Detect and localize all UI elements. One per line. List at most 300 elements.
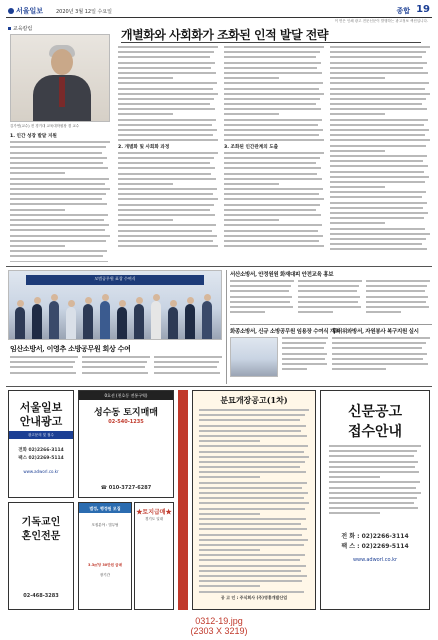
- ad-jobs[interactable]: [78, 502, 132, 610]
- body-text-lines: [10, 356, 78, 374]
- text-line: [330, 181, 425, 183]
- text-line: [224, 72, 322, 74]
- text-line: [224, 119, 322, 121]
- text-line: [330, 228, 425, 230]
- text-line: [10, 219, 104, 221]
- text-line: [298, 301, 358, 303]
- banner-text: 모범공무원 표창 수여식: [94, 276, 136, 282]
- person-figure: [15, 307, 25, 339]
- image-dimensions: (2303 X 3219): [190, 626, 248, 636]
- text-line: [332, 368, 386, 370]
- ad-religious-title-2: 혼인전문: [21, 531, 61, 542]
- text-line: [199, 580, 302, 582]
- person-head: [204, 294, 211, 301]
- text-line: [329, 492, 421, 494]
- text-line: [330, 160, 423, 162]
- news-4-text: [332, 337, 430, 382]
- text-line: [118, 134, 213, 136]
- text-line: [224, 88, 319, 90]
- ad-realestate[interactable]: [78, 390, 174, 498]
- text-line: [118, 62, 215, 64]
- news-1-text-c: [154, 356, 222, 382]
- body-text-lines: [230, 280, 294, 313]
- text-line: [330, 243, 422, 245]
- text-line: [224, 219, 279, 221]
- body-text-lines: [332, 337, 430, 370]
- text-line: [282, 363, 327, 365]
- text-line: [230, 306, 293, 308]
- text-line: [199, 575, 307, 577]
- text-line: [330, 176, 429, 178]
- text-line: [10, 198, 102, 200]
- news-headline-2: 서산소방서, 안정원원 화재대피 안전교육 홍보: [230, 272, 334, 278]
- text-line: [332, 363, 428, 365]
- article-column-2: [118, 46, 218, 262]
- ad-jobs-line-3: 장기간: [99, 573, 111, 577]
- text-line: [199, 549, 260, 551]
- text-line: [298, 306, 361, 308]
- ad-certificate-title: 분묘개장공고(1차): [220, 395, 288, 405]
- text-line: [330, 222, 385, 224]
- text-line: [154, 356, 222, 358]
- text-line: [118, 178, 216, 180]
- text-line: [366, 280, 430, 282]
- news-2-text-b: [298, 280, 362, 322]
- text-line: [224, 188, 323, 190]
- text-line: [330, 196, 422, 198]
- text-line: [224, 56, 316, 58]
- text-line: [82, 356, 150, 358]
- issue-date: 2020년 3월 12일 수요일: [56, 9, 113, 15]
- text-line: [224, 152, 324, 154]
- text-line: [329, 450, 417, 452]
- text-line: [224, 129, 323, 131]
- text-line: [330, 191, 426, 193]
- text-line: [199, 482, 307, 484]
- image-caption: [0, 616, 438, 636]
- person-head: [170, 300, 177, 307]
- text-line: [330, 233, 430, 235]
- text-line: [330, 150, 385, 152]
- text-line: [329, 512, 380, 514]
- person-head: [51, 294, 58, 301]
- text-line: [330, 82, 429, 84]
- article-subhead: 1. 인간 성장 발달 지원: [10, 134, 57, 139]
- text-line: [10, 183, 105, 185]
- body-text-lines: [118, 46, 218, 141]
- text-line: [82, 366, 145, 368]
- news-1-text-b: [82, 356, 150, 382]
- text-line: [224, 214, 321, 216]
- ad-newspaper-phone: 전 화 : 02)2266-3114: [341, 533, 409, 540]
- text-line: [10, 261, 108, 262]
- text-line: [10, 209, 65, 211]
- text-line: [282, 347, 324, 349]
- text-line: [10, 229, 105, 231]
- text-line: [224, 193, 319, 195]
- text-line: [118, 198, 218, 200]
- text-line: [330, 56, 422, 58]
- text-line: [199, 425, 306, 427]
- text-line: [330, 72, 428, 74]
- text-line: [230, 280, 294, 282]
- text-line: [10, 224, 109, 226]
- person-head: [102, 294, 109, 301]
- text-line: [118, 113, 173, 115]
- person-figure: [100, 301, 110, 339]
- person-figure: [185, 304, 195, 339]
- ad-realestate-phone: 02-540-1235: [108, 419, 144, 425]
- text-line: [10, 356, 78, 358]
- text-line: [82, 361, 147, 363]
- text-line: [199, 419, 300, 421]
- person-head: [119, 300, 126, 307]
- text-line: [199, 414, 305, 416]
- text-line: [199, 554, 305, 556]
- person-head: [17, 300, 24, 307]
- text-line: [329, 507, 418, 509]
- text-line: [118, 108, 215, 110]
- text-line: [330, 124, 424, 126]
- text-line: [10, 157, 107, 159]
- text-line: [224, 224, 322, 226]
- text-line: [118, 204, 214, 206]
- ad-certificate-footer: 공 고 인 : 주식회사 (주)영흥개발산업: [220, 595, 288, 600]
- text-line: [298, 280, 362, 282]
- logo-mark-icon: [8, 8, 14, 14]
- text-line: [330, 46, 430, 48]
- text-line: [199, 440, 260, 442]
- article-subhead: 3. 조화된 인간관계의 도출: [224, 144, 279, 150]
- image-filename: 0312-19.jpg: [195, 616, 243, 626]
- text-line: [298, 296, 360, 298]
- text-line: [199, 534, 302, 536]
- text-line: [282, 353, 327, 355]
- text-line: [230, 301, 290, 303]
- text-line: [199, 508, 305, 510]
- text-line: [330, 217, 424, 219]
- person-head: [153, 294, 160, 301]
- ad-jobs-title: 법정, 행정원 모집: [89, 506, 121, 511]
- text-line: [330, 207, 423, 209]
- text-line: [199, 435, 307, 437]
- text-line: [224, 77, 279, 79]
- text-line: [10, 162, 103, 164]
- text-line: [224, 93, 324, 95]
- masthead-note: 이 면은 인쇄 광고 전문신문이 발행하는 광고정보 섹션입니다.: [334, 19, 428, 23]
- text-line: [199, 461, 305, 463]
- news-2-text-c: [366, 280, 430, 322]
- text-line: [10, 146, 106, 148]
- section-divider: [6, 266, 432, 267]
- text-line: [154, 366, 217, 368]
- text-line: [118, 214, 215, 216]
- text-line: [118, 157, 214, 159]
- text-line: [10, 188, 110, 190]
- text-line: [10, 361, 75, 363]
- text-line: [332, 347, 422, 349]
- text-line: [332, 353, 427, 355]
- ad-section-divider: [6, 386, 432, 387]
- article-column-1: [10, 132, 110, 262]
- text-line: [224, 157, 320, 159]
- ad-land[interactable]: [134, 502, 174, 610]
- text-line: [330, 108, 427, 110]
- award-group-photo: [8, 270, 222, 340]
- text-line: [199, 476, 260, 478]
- text-line: [329, 455, 414, 457]
- text-line: [199, 409, 309, 411]
- text-line: [224, 183, 279, 185]
- certificate-text-lines: [199, 409, 309, 596]
- text-line: [199, 559, 300, 561]
- ad-jobs-line-2: 3.3㎡당 30만원 급매: [88, 563, 122, 567]
- person-figure: [49, 301, 59, 339]
- body-text-lines: [366, 280, 430, 313]
- text-line: [118, 139, 218, 141]
- news-3-text: [282, 337, 328, 382]
- text-line: [330, 202, 427, 204]
- ad-seoul-web[interactable]: www.adworl.co.kr: [23, 469, 59, 474]
- news-headline-4: 무더위와방서, 자원봉사 복구지원 실시: [332, 329, 419, 335]
- text-line: [330, 88, 425, 90]
- ad-certificate-notice[interactable]: [192, 390, 316, 610]
- text-line: [118, 51, 214, 53]
- text-line: [118, 72, 216, 74]
- logo-text: 서울일보: [16, 6, 44, 15]
- text-line: [224, 51, 320, 53]
- text-line: [199, 585, 260, 587]
- text-line: [118, 77, 173, 79]
- person-figure: [134, 304, 144, 339]
- person-figure: [117, 307, 127, 339]
- text-line: [118, 224, 216, 226]
- text-line: [118, 88, 213, 90]
- newspaper-logo: [8, 6, 43, 16]
- text-line: [199, 518, 306, 520]
- body-text-lines: [224, 46, 324, 141]
- text-line: [330, 67, 423, 69]
- text-line: [118, 82, 217, 84]
- text-line: [118, 46, 218, 48]
- text-line: [224, 230, 318, 232]
- text-line: [199, 523, 301, 525]
- news-headline-1: 임산소방서, 이영추 소방공무원 회상 수여: [10, 344, 131, 353]
- text-line: [118, 152, 218, 154]
- person-figure: [32, 304, 42, 339]
- text-line: [118, 167, 215, 169]
- text-line: [230, 285, 291, 287]
- text-line: [329, 466, 415, 468]
- text-line: [118, 188, 217, 190]
- text-line: [10, 141, 110, 143]
- text-line: [118, 124, 212, 126]
- text-line: [366, 290, 425, 292]
- text-line: [330, 155, 427, 157]
- ad-newspaper-web[interactable]: www.adworl.co.kr: [352, 557, 398, 563]
- text-line: [329, 481, 420, 483]
- person-head: [85, 297, 92, 304]
- ad-seoul-phone-1: 전화 02)2266-3114: [18, 448, 64, 453]
- newspaper-text-lines: [329, 445, 421, 518]
- author-portrait: [10, 34, 110, 122]
- text-line: [199, 466, 300, 468]
- body-text-lines: [298, 280, 362, 313]
- text-line: [118, 119, 216, 121]
- text-line: [224, 113, 279, 115]
- ad-realestate-title: 성수동 토지매매: [94, 408, 158, 418]
- ad-land-sub: 경기도 일대: [144, 517, 164, 521]
- text-line: [199, 487, 302, 489]
- ad-seoul-guide[interactable]: [8, 390, 74, 498]
- text-line: [330, 186, 385, 188]
- body-text-lines: [282, 337, 328, 370]
- news-2-text-a: [230, 280, 294, 322]
- text-line: [298, 285, 359, 287]
- text-line: [10, 152, 102, 154]
- text-line: [330, 119, 428, 121]
- text-line: [366, 296, 428, 298]
- masthead: [6, 4, 432, 18]
- text-line: [224, 198, 324, 200]
- ad-realestate-contact: ☎ 010-3727-6287: [100, 485, 152, 491]
- text-line: [330, 113, 385, 115]
- text-line: [366, 306, 429, 308]
- text-line: [224, 139, 324, 141]
- text-line: [199, 544, 304, 546]
- text-line: [330, 129, 429, 131]
- people-row: [9, 271, 221, 339]
- person-figure: [168, 307, 178, 339]
- text-line: [10, 167, 108, 169]
- text-line: [332, 358, 423, 360]
- text-line: [224, 103, 316, 105]
- text-line: [230, 311, 265, 313]
- ad-religious-phone: 02-468-3283: [23, 593, 59, 599]
- text-line: [10, 240, 106, 242]
- newspaper-page: [6, 4, 432, 612]
- ad-newspaper-fax: 팩 스 : 02)2269-5114: [341, 543, 409, 550]
- text-line: [329, 471, 419, 473]
- text-line: [199, 539, 308, 541]
- text-line: [366, 285, 427, 287]
- ad-religious[interactable]: [8, 502, 74, 610]
- text-line: [329, 476, 380, 478]
- text-line: [330, 248, 427, 250]
- section-label: 종합: [396, 7, 410, 15]
- text-line: [10, 178, 109, 180]
- text-line: [330, 238, 426, 240]
- text-line: [10, 203, 107, 205]
- text-line: [282, 358, 325, 360]
- text-line: [118, 56, 210, 58]
- text-line: [199, 492, 308, 494]
- text-line: [199, 430, 301, 432]
- text-line: [329, 502, 414, 504]
- text-line: [332, 342, 426, 344]
- text-line: [224, 134, 319, 136]
- text-line: [118, 103, 210, 105]
- person-figure: [66, 307, 76, 339]
- text-line: [330, 212, 428, 214]
- text-line: [224, 124, 318, 126]
- text-line: [224, 62, 321, 64]
- text-line: [10, 193, 106, 195]
- text-line: [330, 51, 426, 53]
- ad-jobs-line-1: 모집분야 : 법무팀: [91, 523, 119, 527]
- text-line: [330, 62, 427, 64]
- person-figure: [202, 301, 212, 339]
- ad-seoul-phone-2: 팩스 02)2269-5114: [18, 456, 64, 461]
- text-line: [298, 311, 333, 313]
- text-line: [118, 230, 212, 232]
- text-line: [332, 337, 430, 339]
- text-line: [224, 235, 323, 237]
- ad-seoul-title-1: 서울일보: [19, 401, 63, 414]
- text-line: [199, 456, 309, 458]
- text-line: [282, 337, 328, 339]
- text-line: [118, 162, 210, 164]
- text-line: [366, 301, 426, 303]
- text-line: [10, 255, 103, 257]
- text-line: [118, 129, 217, 131]
- ad-newspaper-notice[interactable]: [320, 390, 430, 610]
- text-line: [329, 445, 421, 447]
- text-line: [329, 487, 416, 489]
- news-headline-3: 화종소방서, 신규 소방공무원 임용장 수여식 개최: [230, 329, 340, 335]
- text-line: [330, 98, 426, 100]
- text-line: [282, 342, 326, 344]
- text-line: [329, 497, 417, 499]
- news-divider: [230, 324, 432, 325]
- headline-divider: [121, 42, 421, 43]
- text-line: [118, 193, 213, 195]
- body-text-lines: [330, 46, 430, 250]
- ceremony-photo: [230, 337, 278, 377]
- column-headline: 개별화와 사회화가 조화된 인적 발달 전략: [121, 28, 328, 42]
- text-line: [118, 183, 173, 185]
- text-line: [10, 172, 65, 174]
- column-tag: 교육칼럼: [8, 25, 32, 32]
- text-line: [82, 372, 148, 374]
- portrait-caption: 김가연(교수) 전 경기대 교육대학원장 겸 교수: [10, 124, 80, 128]
- text-line: [199, 471, 306, 473]
- text-line: [330, 77, 385, 79]
- text-line: [118, 173, 211, 175]
- text-line: [118, 219, 173, 221]
- text-line: [118, 245, 218, 247]
- text-line: [330, 145, 426, 147]
- text-line: [224, 173, 317, 175]
- text-line: [199, 502, 309, 504]
- text-line: [224, 245, 324, 247]
- text-line: [199, 497, 304, 499]
- news-1-text-a: [10, 356, 78, 382]
- article-subhead: 2. 개별화 및 사회화 과정: [118, 144, 170, 150]
- text-line: [298, 290, 357, 292]
- text-line: [224, 46, 324, 48]
- ad-realestate-head: 0호선 (천호동 전통구역): [104, 393, 148, 398]
- text-line: [10, 245, 65, 247]
- text-line: [10, 372, 76, 374]
- text-line: [118, 240, 213, 242]
- text-line: [224, 204, 320, 206]
- text-line: [10, 366, 73, 368]
- text-line: [118, 235, 217, 237]
- person-head: [136, 297, 143, 304]
- text-line: [118, 93, 218, 95]
- text-line: [330, 134, 425, 136]
